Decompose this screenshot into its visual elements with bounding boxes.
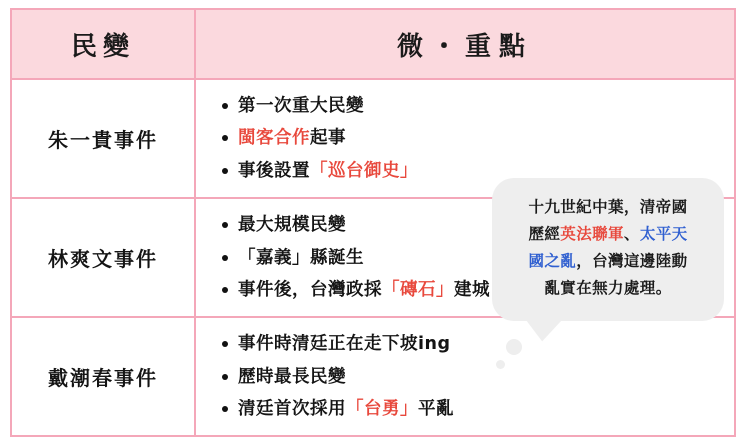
text-segment: 最大規模民變: [238, 215, 346, 236]
bubble-dot-small: [496, 360, 505, 369]
text-segment: 建城: [454, 279, 490, 300]
bubble-tail: [516, 312, 563, 344]
bullet-item: [222, 328, 734, 360]
bubble-text: [510, 194, 706, 303]
highlight-red: 「台勇」: [346, 399, 418, 419]
bullet-item: [222, 90, 734, 122]
bubble-line: [510, 221, 706, 248]
bubble-line: [510, 248, 706, 275]
text-segment: 事件時清廷正在走下坡ing: [238, 334, 451, 355]
text-segment: 平亂: [418, 399, 454, 419]
text-segment: 「嘉義」縣誕生: [238, 247, 364, 268]
bullet-item: [222, 122, 734, 154]
text-segment: 起事: [310, 128, 346, 149]
text-segment: ，台灣這邊陸動: [576, 252, 688, 271]
text-segment: 十九世紀中葉，清帝國: [528, 198, 688, 216]
text-segment: 亂實在無力處理。: [544, 279, 672, 298]
text-segment: 、: [623, 225, 640, 244]
row-label-cell: 戴潮春事件: [11, 317, 195, 436]
table-header-row: [11, 9, 735, 79]
table-row: [11, 317, 735, 436]
bubble-line: [510, 194, 706, 221]
table-head: [11, 9, 735, 79]
highlight-red: 「巡台御史」: [310, 160, 418, 181]
header-label-right: 微・重點: [396, 31, 533, 62]
highlight-blue: 太平天: [639, 225, 688, 244]
row-label-cell: 林爽文事件: [11, 198, 195, 317]
bullet-list: [196, 318, 734, 435]
text-segment: 事後設置: [238, 160, 310, 181]
bullet-item: [222, 393, 734, 425]
text-segment: 第一次重大民變: [238, 96, 364, 116]
highlight-blue: 國之亂: [528, 252, 577, 271]
bullet-item: [222, 361, 734, 393]
highlight-red: 閩客合作: [238, 128, 310, 149]
header-cell-keypoints: [195, 9, 735, 79]
highlight-red: 「磚石」: [382, 279, 454, 300]
text-segment: 歷時最長民變: [238, 366, 346, 387]
header-label-left: 民變: [70, 31, 135, 62]
row-points-cell: [195, 317, 735, 436]
text-segment: 歷經: [528, 225, 561, 244]
text-segment: 清廷首次採用: [238, 399, 346, 419]
row-label-cell: 朱一貴事件: [11, 79, 195, 198]
highlight-red: 英法聯軍: [560, 225, 624, 244]
header-cell-category: [11, 9, 195, 79]
bubble-line: [510, 275, 706, 302]
annotation-speech-bubble: [492, 178, 724, 321]
text-segment: 事件後，台灣政採: [238, 279, 382, 300]
bubble-dot-large: [506, 339, 522, 355]
